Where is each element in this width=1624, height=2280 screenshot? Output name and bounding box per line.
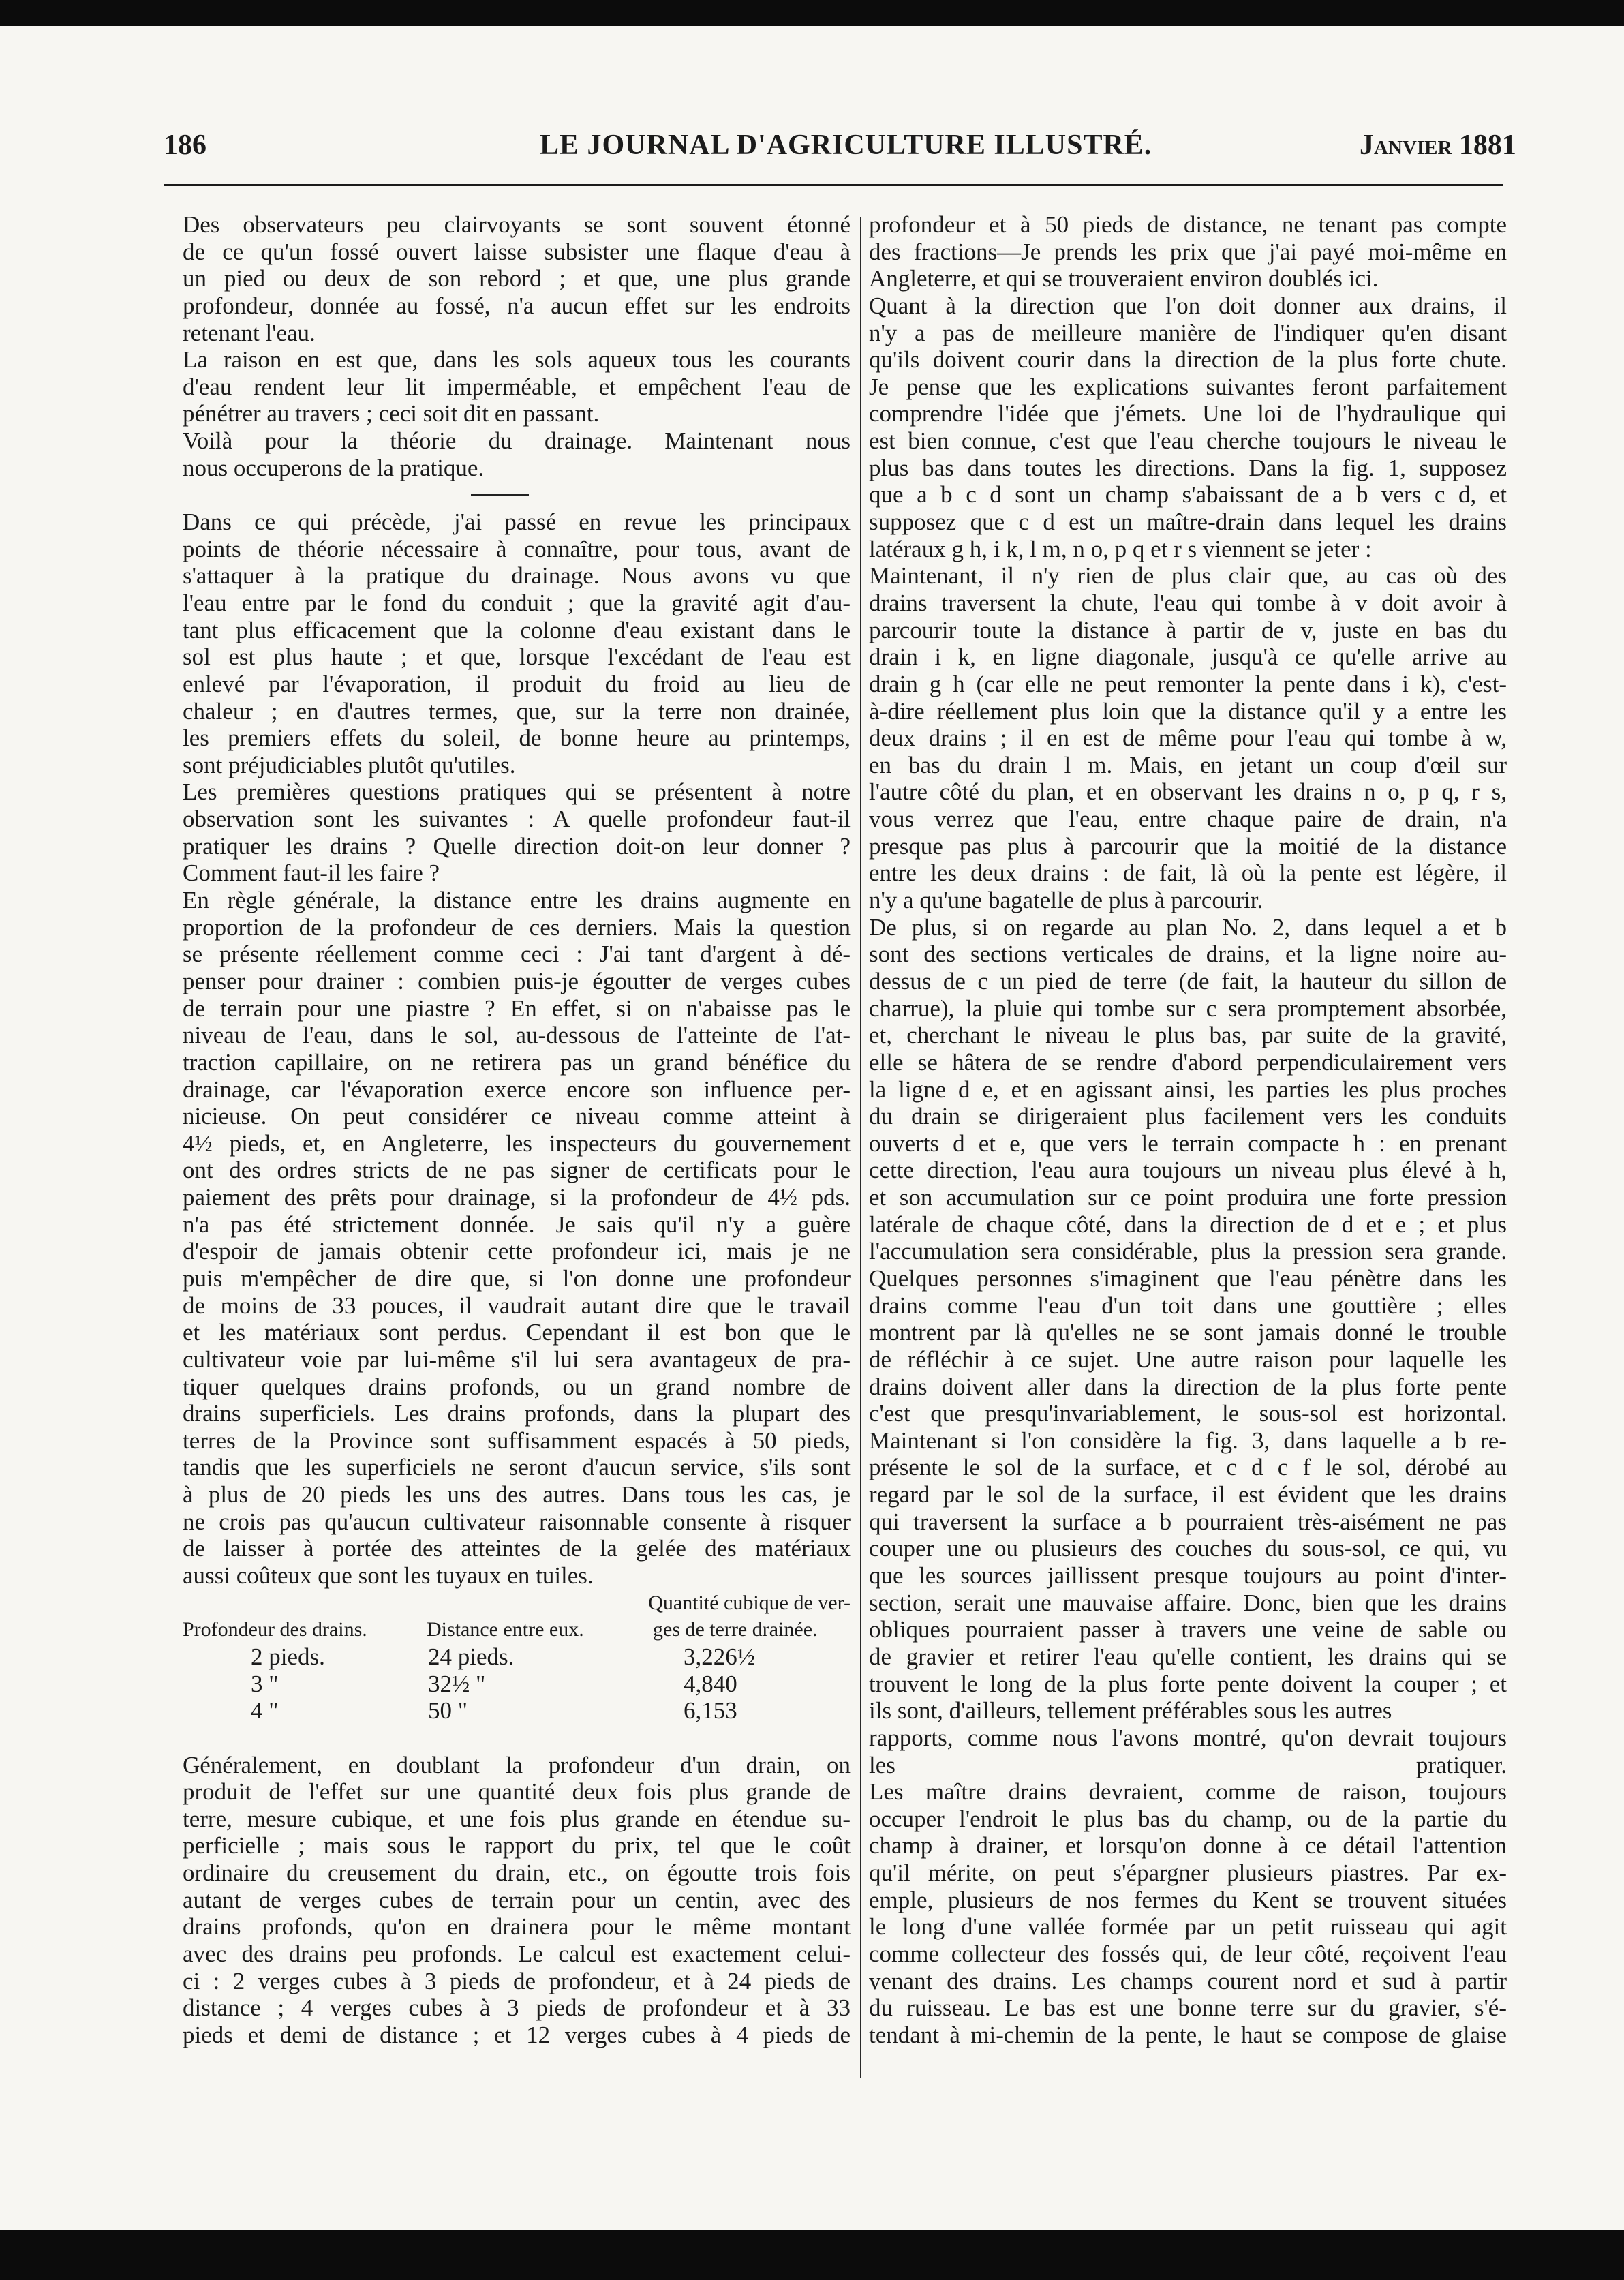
text-line: occuper l'endroit le plus bas du champ, ou de la partie du [869, 1805, 1507, 1832]
text-line: drains profonds, qu'on en drainera pour le même montant [183, 1913, 851, 1941]
text-line: le long d'une vallée formée par un petit ruisseau qui agit [869, 1913, 1507, 1941]
text-line: que a b c d sont un champ s'abaissant de a b vers c d, et [869, 481, 1507, 508]
text-line: et son accumulation sur ce point produira une forte pression [869, 1184, 1507, 1211]
text-line: drains traversent la chute, l'eau qui tombe à v doit avoir à [869, 589, 1507, 616]
journal-title: LE JOURNAL D'AGRICULTURE ILLUSTRÉ. [540, 130, 1152, 161]
text-line: de réfléchir à ce sujet. Une autre raison pour laquelle les [869, 1346, 1507, 1373]
text-line: parcourir toute la distance à partir de v, juste en bas du [869, 616, 1507, 643]
text-line: à-dire réellement plus loin que la distance qu'il y a entre les [869, 697, 1507, 725]
text-line: observation sont les suivantes : A quelle profondeur faut-il [183, 806, 851, 833]
text-line: de moins de 33 pouces, il vaudrait autant dire que le travail [183, 1292, 851, 1319]
header-rule [164, 184, 1503, 186]
text-line: De plus, si on regarde au plan No. 2, dans lequel a et b [869, 913, 1507, 941]
text-line: profondeur et à 50 pieds de distance, ne tenant pas compte [869, 211, 1507, 238]
text-line: drain g h (car elle ne peut remonter la pente dans i k), c'est- [869, 670, 1507, 697]
text-line: en bas du drain l m. Mais, en jetant un coup d'œil sur [869, 751, 1507, 778]
text-line: traction capillaire, on ne retirera pas un grand bénéfice du [183, 1048, 851, 1076]
text-line: 4½ pieds, et, en Angleterre, les inspecteurs du gouvernement [183, 1129, 851, 1157]
left-column [183, 211, 851, 2049]
text-line: deux drains ; il en est de même pour l'eau qui tombe à w, [869, 725, 1507, 752]
table-cell: 3,226½ [684, 1643, 755, 1670]
text-line: l'autre côté du plan, et en observant les drains n o, p q, r s, [869, 778, 1507, 806]
text-line: cultivateur voie par lui-même s'il lui sera avantageux de pra- [183, 1346, 851, 1373]
text-line: tendant à mi-chemin de la pente, le haut se compose de glaise [869, 2021, 1507, 2048]
text-line: trouvent le long de la plus forte pente doivent la couper ; et [869, 1670, 1507, 1697]
text-line: et, cherchant le niveau le plus bas, par suite de la gravité, [869, 1022, 1507, 1049]
text-line: c'est que presqu'invariablement, le sous-sol est horizontal. [869, 1400, 1507, 1427]
text-line: montrent par là qu'elles ne se sont jamais donné le trouble [869, 1319, 1507, 1346]
table-cell: 4,840 [684, 1670, 737, 1697]
text-line: autant de verges cubes de terrain pour un centin, avec des [183, 1886, 851, 1913]
text-line: nous occuperons de la pratique. [183, 454, 485, 481]
text-line: Quelques personnes s'imaginent que l'eau pénètre dans les [869, 1264, 1507, 1292]
table-column-header: ges de terre drainée. [653, 1618, 818, 1641]
text-line: comprendre l'idée que j'émets. Une loi de l'hydraulique qui [869, 400, 1507, 427]
text-line: drain i k, en ligne diagonale, jusqu'à ce qu'elle arrive au [869, 643, 1507, 671]
text-line: qui traversent la surface a b pourraient très-aisément ne pas [869, 1508, 1507, 1535]
text-line: tandis que les superficiels ne seront d'aucun service, s'ils sont [183, 1454, 851, 1481]
text-line: latéraux g h, i k, l m, n o, p q et r s viennent se jeter : [869, 535, 1372, 562]
text-line: venant des drains. Les champs courent nord et sud à partir [869, 1967, 1507, 1994]
text-line: n'y a qu'une bagatelle de plus à parcourir. [869, 887, 1263, 914]
bottom-black-band [0, 2230, 1624, 2280]
page-number: 186 [164, 130, 206, 161]
text-line: penser pour drainer : combien puis-je égoutter de verges cubes [183, 967, 851, 994]
text-line: retenant l'eau. [183, 319, 316, 346]
text-line: Les premières questions pratiques qui se présentent à notre [183, 778, 851, 806]
table-cell: 6,153 [684, 1697, 737, 1724]
right-column [869, 211, 1507, 2049]
text-line: pénétrer au travers ; ceci soit dit en passant. [183, 400, 600, 427]
text-line: ci : 2 verges cubes à 3 pieds de profondeur, et à 24 pieds de [183, 1967, 851, 1994]
text-line: ouverts d et e, que vers le terrain compacte h : en prenant [869, 1129, 1507, 1157]
text-line: perficielle ; mais sous le rapport du prix, tel que le coût [183, 1832, 851, 1859]
text-line: obliques pourraient passer à travers une veine de sable ou [869, 1616, 1507, 1643]
top-black-band [0, 0, 1624, 26]
text-line: vous verrez que l'eau, entre chaque paire de drain, n'a [869, 806, 1507, 833]
text-line: est bien connue, c'est que l'eau cherche toujours le niveau le [869, 427, 1507, 455]
text-line: cette direction, l'eau aura toujours un niveau plus élevé à h, [869, 1157, 1507, 1184]
text-line: drains doivent aller dans la direction de la plus forte pente [869, 1373, 1507, 1400]
text-line: rapports, comme nous l'avons montré, qu'on devrait toujours [869, 1724, 1507, 1751]
text-line: dessus de c un pied de terre (de fait, la hauteur du sillon de [869, 967, 1507, 994]
text-line: de laisser à portée des atteintes de la gelée des matériaux [183, 1535, 851, 1562]
text-line: qu'il mérite, on peut s'épargner plusieurs piastres. Par ex- [869, 1859, 1507, 1887]
text-line: Dans ce qui précède, j'ai passé en revue les principaux [183, 508, 851, 536]
text-line: n'a pas été strictement donnée. Je sais qu'il n'y a guère [183, 1211, 851, 1238]
text-line: d'eau rendent leur lit imperméable, et empêchent l'eau de [183, 373, 851, 400]
text-line: elle se hâtera de se rendre d'abord perpendiculairement vers [869, 1048, 1507, 1076]
table-spacer [183, 1724, 851, 1752]
text-line: sol est plus haute ; et que, lorsque l'excédant de l'eau est [183, 643, 851, 671]
text-line: regard par le sol de la surface, il est évident que les drains [869, 1481, 1507, 1508]
text-line: niveau de l'eau, dans le sol, au-dessous de l'atteinte de l'at- [183, 1022, 851, 1049]
text-line: les pratiquer. [869, 1751, 1507, 1778]
column-divider [860, 217, 861, 2078]
table-row [183, 1643, 851, 1671]
text-line: champ à drainer, et lorsqu'on donne à ce détail l'attention [869, 1832, 1507, 1859]
text-line: chaleur ; en d'autres termes, que, sur la terre non drainée, [183, 697, 851, 725]
table-cell: 2 pieds. [251, 1643, 325, 1670]
text-line: paiement des prêts pour drainage, si la profondeur de 4½ pds. [183, 1184, 851, 1211]
text-line: emple, plusieurs de nos fermes du Kent se trouvent situées [869, 1886, 1507, 1913]
text-line: section, serait une mauvaise affaire. Donc, bien que les drains [869, 1589, 1507, 1616]
text-line: charrue), la pluie qui tombe sur c sera promptement absorbée, [869, 994, 1507, 1022]
table-row [183, 1671, 851, 1698]
text-line: Angleterre, et qui se trouveraient environ doublés ici. [869, 265, 1379, 292]
text-line: Maintenant, il n'y rien de plus clair que, au cas où des [869, 562, 1507, 590]
text-line: se présente réellement comme ceci : J'ai tant d'argent à dé- [183, 941, 851, 968]
text-line: d'espoir de jamais obtenir cette profondeur ici, mais je ne [183, 1238, 851, 1265]
text-line: enlevé par l'évaporation, il produit du froid au lieu de [183, 670, 851, 697]
text-line [183, 481, 851, 508]
text-line: les premiers effets du soleil, de bonne heure au printemps, [183, 725, 851, 752]
text-line: produit de l'effet sur une quantité deux fois plus grande de [183, 1778, 851, 1806]
table-cell: 50 " [428, 1697, 468, 1724]
text-line: ils sont, d'ailleurs, tellement préférables sous les autres [869, 1697, 1392, 1724]
text-line: du ruisseau. Le bas est une bonne terre sur du gravier, s'é- [869, 1994, 1507, 2022]
text-line: Voilà pour la théorie du drainage. Maintenant nous [183, 427, 851, 455]
text-line: un pied ou deux de son rebord ; et que, une plus grande [183, 265, 851, 292]
text-line: présente le sol de la surface, et c d c f le sol, dérobé au [869, 1454, 1507, 1481]
text-line: plus bas dans toutes les directions. Dans la fig. 1, supposez [869, 454, 1507, 481]
text-line: La raison en est que, dans les sols aqueux tous les courants [183, 346, 851, 374]
text-line: des fractions—Je prends les prix que j'ai payé moi-même en [869, 238, 1507, 265]
text-line: Comment faut-il les faire ? [183, 860, 440, 887]
text-line: Quant à la direction que l'on doit donner aux drains, il [869, 292, 1507, 319]
text-line: pratiquer les drains ? Quelle direction doit-on leur donner ? [183, 832, 851, 860]
table-cell: 4 " [251, 1697, 279, 1724]
text-line: tant plus efficacement que la colonne d'eau existant dans le [183, 616, 851, 643]
text-line: drainage, car l'évaporation exerce encore son influence per- [183, 1076, 851, 1103]
text-line: ont des ordres stricts de ne pas signer de certificats pour le [183, 1157, 851, 1184]
issue-date: Janvier 1881 [1360, 130, 1516, 161]
text-line: Maintenant si l'on considère la fig. 3, dans laquelle a b re- [869, 1427, 1507, 1454]
text-line: à plus de 20 pieds les uns des autres. Dans tous les cas, je [183, 1481, 851, 1508]
text-line: pieds et demi de distance ; et 12 verges cubes à 4 pieds de [183, 2021, 851, 2048]
text-line: sont préjudiciables plutôt qu'utiles. [183, 751, 516, 778]
text-line: l'eau entre par le fond du conduit ; que la gravité agit d'au- [183, 589, 851, 616]
text-line: latérale de chaque côté, dans la direction de d et e ; et plus [869, 1211, 1507, 1238]
text-line: de ce qu'un fossé ouvert laisse subsister une flaque d'eau à [183, 238, 851, 265]
text-line: En règle générale, la distance entre les drains augmente en [183, 887, 851, 914]
text-line: Je pense que les explications suivantes feront parfaitement [869, 373, 1507, 400]
text-line: aussi coûteux que sont les tuyaux en tuiles. [183, 1562, 594, 1590]
text-line: ne crois pas qu'aucun cultivateur raisonnable consente à risquer [183, 1508, 851, 1535]
text-line: qu'ils doivent courir dans la direction de la plus forte chute. [869, 346, 1507, 374]
text-line: Des observateurs peu clairvoyants se sont souvent étonné [183, 211, 851, 238]
text-line: sont des sections verticales de drains, et la ligne noire au- [869, 941, 1507, 968]
text-line: s'attaquer à la pratique du drainage. Nous avons vu que [183, 562, 851, 590]
text-line: que les sources jaillissent presque toujours au point d'inter- [869, 1562, 1507, 1590]
text-line: puis m'empêcher de dire que, si l'on donne une profondeur [183, 1264, 851, 1292]
text-line: distance ; 4 verges cubes à 3 pieds de profondeur et à 33 [183, 1994, 851, 2022]
text-line: du drain se dirigeraient plus facilement vers les conduits [869, 1103, 1507, 1130]
text-line: et les matériaux sont perdus. Cependant il est bon que le [183, 1319, 851, 1346]
table-row [183, 1697, 851, 1724]
table-header-row [183, 1616, 851, 1643]
text-line: points de théorie nécessaire à connaître, pour tous, avant de [183, 535, 851, 562]
text-line: drains comme l'eau d'un toit dans une gouttière ; elles [869, 1292, 1507, 1319]
table-column-header: Distance entre eux. [427, 1618, 584, 1641]
text-line: proportion de la profondeur de ces derniers. Mais la question [183, 913, 851, 941]
text-line: de gravier et retirer l'eau qu'elle contient, les drains qui se [869, 1643, 1507, 1670]
text-line: presque pas plus à parcourir que la moitié de la distance [869, 832, 1507, 860]
text-line: ordinaire du creusement du drain, etc., on égoutte trois fois [183, 1859, 851, 1887]
text-line: couper une ou plusieurs des couches du sous-sol, ce qui, vu [869, 1535, 1507, 1562]
table-cell: 32½ " [428, 1670, 486, 1697]
text-line: terres de la Province sont suffisamment espacés à 50 pieds, [183, 1427, 851, 1454]
text-line: l'accumulation sera considérable, plus la pression sera grande. [869, 1238, 1507, 1265]
text-line: avec des drains peu profonds. Le calcul est exactement celui- [183, 1941, 851, 1967]
text-line: de terrain pour une piastre ? En effet, si on n'abaisse pas le [183, 994, 851, 1022]
table-cell: 24 pieds. [428, 1643, 515, 1670]
table-cell: 3 " [251, 1670, 279, 1697]
text-line: la ligne d e, et en agissant ainsi, les parties les plus proches [869, 1076, 1507, 1103]
text-line: entre les deux drains : de fait, là où la pente est légère, il [869, 860, 1507, 887]
text-line: drains superficiels. Les drains profonds, dans la plupart des [183, 1400, 851, 1427]
table-column-header: Profondeur des drains. [183, 1618, 367, 1641]
text-line: nicieuse. On peut considérer ce niveau comme atteint à [183, 1103, 851, 1130]
table-header-top: Quantité cubique de ver- [648, 1591, 851, 1614]
text-line: comme collecteur des fossés qui, de leur côté, reçoivent l'eau [869, 1941, 1507, 1967]
text-line: Généralement, en doublant la profondeur d'un drain, on [183, 1751, 851, 1778]
text-line: tiquer quelques drains profonds, ou un grand nombre de [183, 1373, 851, 1400]
text-line: n'y a pas de meilleure manière de l'indiquer qu'en disant [869, 319, 1507, 346]
text-line: Les maître drains devraient, comme de raison, toujours [869, 1778, 1507, 1806]
text-line: profondeur, donnée au fossé, n'a aucun effet sur les endroits [183, 292, 851, 319]
text-line: terre, mesure cubique, et une fois plus grande en étendue su- [183, 1805, 851, 1832]
text-line: supposez que c d est un maître-drain dans lequel les drains [869, 508, 1507, 536]
